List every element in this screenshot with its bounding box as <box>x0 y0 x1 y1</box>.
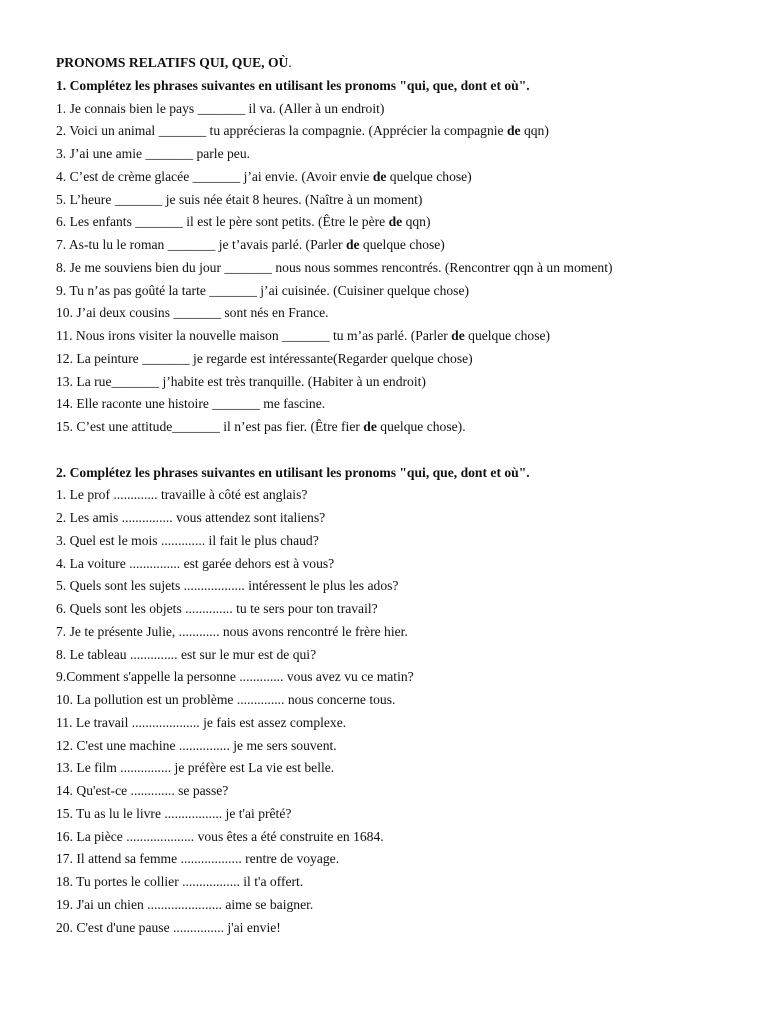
item-text: 8. Je me souviens bien du jour _______ nous nous sommes rencontrés. (Rencontrer qqn à un moment) <box>56 259 613 275</box>
exercise-1-item-1 <box>56 98 736 121</box>
item-bold-word: de <box>451 328 465 343</box>
exercise-1-item-3 <box>56 143 736 166</box>
item-text-end: quelque chose). <box>376 419 466 434</box>
section-2-heading: 2. Complétez les phrases suivantes en utilisant les pronoms "qui, que, dont et où". <box>56 464 530 480</box>
exercise-1-item-9 <box>56 280 736 303</box>
exercise-2-item-9: 9.Comment s'appelle la personne ............. vous avez vu ce matin? <box>56 669 414 685</box>
item-text: 5. L’heure _______ je suis née était 8 heures. (Naître à un moment) <box>56 191 423 207</box>
item-text: 3. J’ai une amie _______ parle peu. <box>56 146 251 161</box>
item-text-end: quelque chose) <box>359 237 445 252</box>
exercise-2-item-3: 3. Quel est le mois ............. il fait le plus chaud? <box>56 532 319 548</box>
exercise-2-item-20: 20. C'est d'une pause ............... j'ai envie! <box>56 919 281 935</box>
item-text: 2. Voici un animal _______ tu apprécieras la compagnie. (Apprécier la compagnie <box>56 123 507 139</box>
item-text-end: qqn) <box>402 214 431 230</box>
exercise-1-item-13 <box>56 371 736 394</box>
exercise-2-item-11: 11. Le travail .................... je fais est assez complexe. <box>56 714 347 730</box>
item-text: 4. C’est de crème glacée _______ j’ai envie. (Avoir envie <box>56 168 373 184</box>
item-bold-word: de <box>388 214 403 230</box>
exercise-1-item-15 <box>56 416 736 439</box>
exercise-2-item-14: 14. Qu'est-ce ............. se passe? <box>56 783 229 798</box>
exercise-2-item-4: 4. La voiture ............... est garée dehors est à vous? <box>56 555 335 571</box>
item-text: 7. As-tu lu le roman _______ je t’avais parlé. (Parler <box>56 237 346 252</box>
exercise-2-item-19: 19. J'ai un chien ...................... aime se baigner. <box>56 896 314 912</box>
exercise-1-item-7 <box>56 234 736 257</box>
exercise-2-item-6: 6. Quels sont les objets .............. tu te sers pour ton travail? <box>56 601 378 616</box>
exercise-1-item-4 <box>56 166 736 189</box>
item-text: 1. Je connais bien le pays _______ il va. (Aller à un endroit) <box>56 100 385 116</box>
exercise-1-item-5 <box>56 189 736 212</box>
exercise-2-item-10: 10. La pollution est un problème .............. nous concerne tous. <box>56 692 396 707</box>
exercise-1-item-8 <box>56 257 736 280</box>
item-text: 9. Tu n’as pas goûté la tarte _______ j’ai cuisinée. (Cuisiner quelque chose) <box>56 282 470 298</box>
section-1-list <box>56 98 736 439</box>
exercise-1-item-6 <box>56 211 736 234</box>
exercise-1-item-10 <box>56 302 736 325</box>
section-1-heading: 1. Complétez les phrases suivantes en utilisant les pronoms "qui, que, dont et où". <box>56 77 530 93</box>
exercise-1-item-11 <box>56 325 736 348</box>
exercise-2-item-15: 15. Tu as lu le livre ................. je t'ai prêté? <box>56 805 292 821</box>
item-text: 14. Elle raconte une histoire _______ me fascine. <box>56 396 326 412</box>
item-bold-word: de <box>372 168 387 184</box>
exercise-2-item-1: 1. Le prof ............. travaille à côté est anglais? <box>56 487 308 503</box>
item-text-end: quelque chose) <box>464 328 551 343</box>
item-text: 15. C’est une attitude_______ il n’est pas fier. (Être fier <box>56 419 364 434</box>
exercise-2-item-16: 16. La pièce .................... vous êtes a été construite en 1684. <box>56 828 384 844</box>
item-text: 11. Nous irons visiter la nouvelle maison _______ tu m’as parlé. (Parler <box>56 328 452 343</box>
item-text-end: quelque chose) <box>386 168 472 184</box>
worksheet-page <box>56 52 736 939</box>
item-text: 13. La rue_______ j’habite est très tranquille. (Habiter à un endroit) <box>56 373 426 389</box>
item-bold-word: de <box>506 123 521 139</box>
title-text: PRONOMS RELATIFS QUI, QUE, OÙ <box>56 55 289 70</box>
exercise-2-item-2: 2. Les amis ............... vous attendez sont italiens? <box>56 510 326 525</box>
worksheet-title <box>56 52 736 75</box>
item-text-end: qqn) <box>520 123 549 139</box>
item-text: 10. J’ai deux cousins _______ sont nés en France. <box>56 305 329 321</box>
exercise-2-item-7: 7. Je te présente Julie, ............ nous avons rencontré le frère hier. <box>56 623 408 639</box>
item-bold-word: de <box>363 419 377 434</box>
exercise-2-item-18: 18. Tu portes le collier ................. il t'a offert. <box>56 874 304 889</box>
exercise-2-item-12: 12. C'est une machine ............... je me sers souvent. <box>56 737 337 753</box>
item-bold-word: de <box>345 237 360 252</box>
exercise-1-item-14 <box>56 393 736 416</box>
item-text: 12. La peinture _______ je regarde est intéressante(Regarder quelque chose) <box>56 350 473 366</box>
exercise-2-item-13: 13. Le film ............... je préfère est La vie est belle. <box>56 760 335 776</box>
item-text: 6. Les enfants _______ il est le père sont petits. (Être le père <box>56 214 389 230</box>
title-dot: . <box>288 55 292 70</box>
exercise-1-item-2 <box>56 120 736 143</box>
exercise-2-item-17: 17. Il attend sa femme .................. rentre de voyage. <box>56 851 340 867</box>
section-spacer <box>56 439 736 462</box>
exercise-1-item-12 <box>56 348 736 371</box>
section-2-list <box>56 484 736 939</box>
exercise-2-item-8: 8. Le tableau .............. est sur le mur est de qui? <box>56 646 317 662</box>
exercise-2-item-5: 5. Quels sont les sujets .................. intéressent le plus les ados? <box>56 578 399 594</box>
